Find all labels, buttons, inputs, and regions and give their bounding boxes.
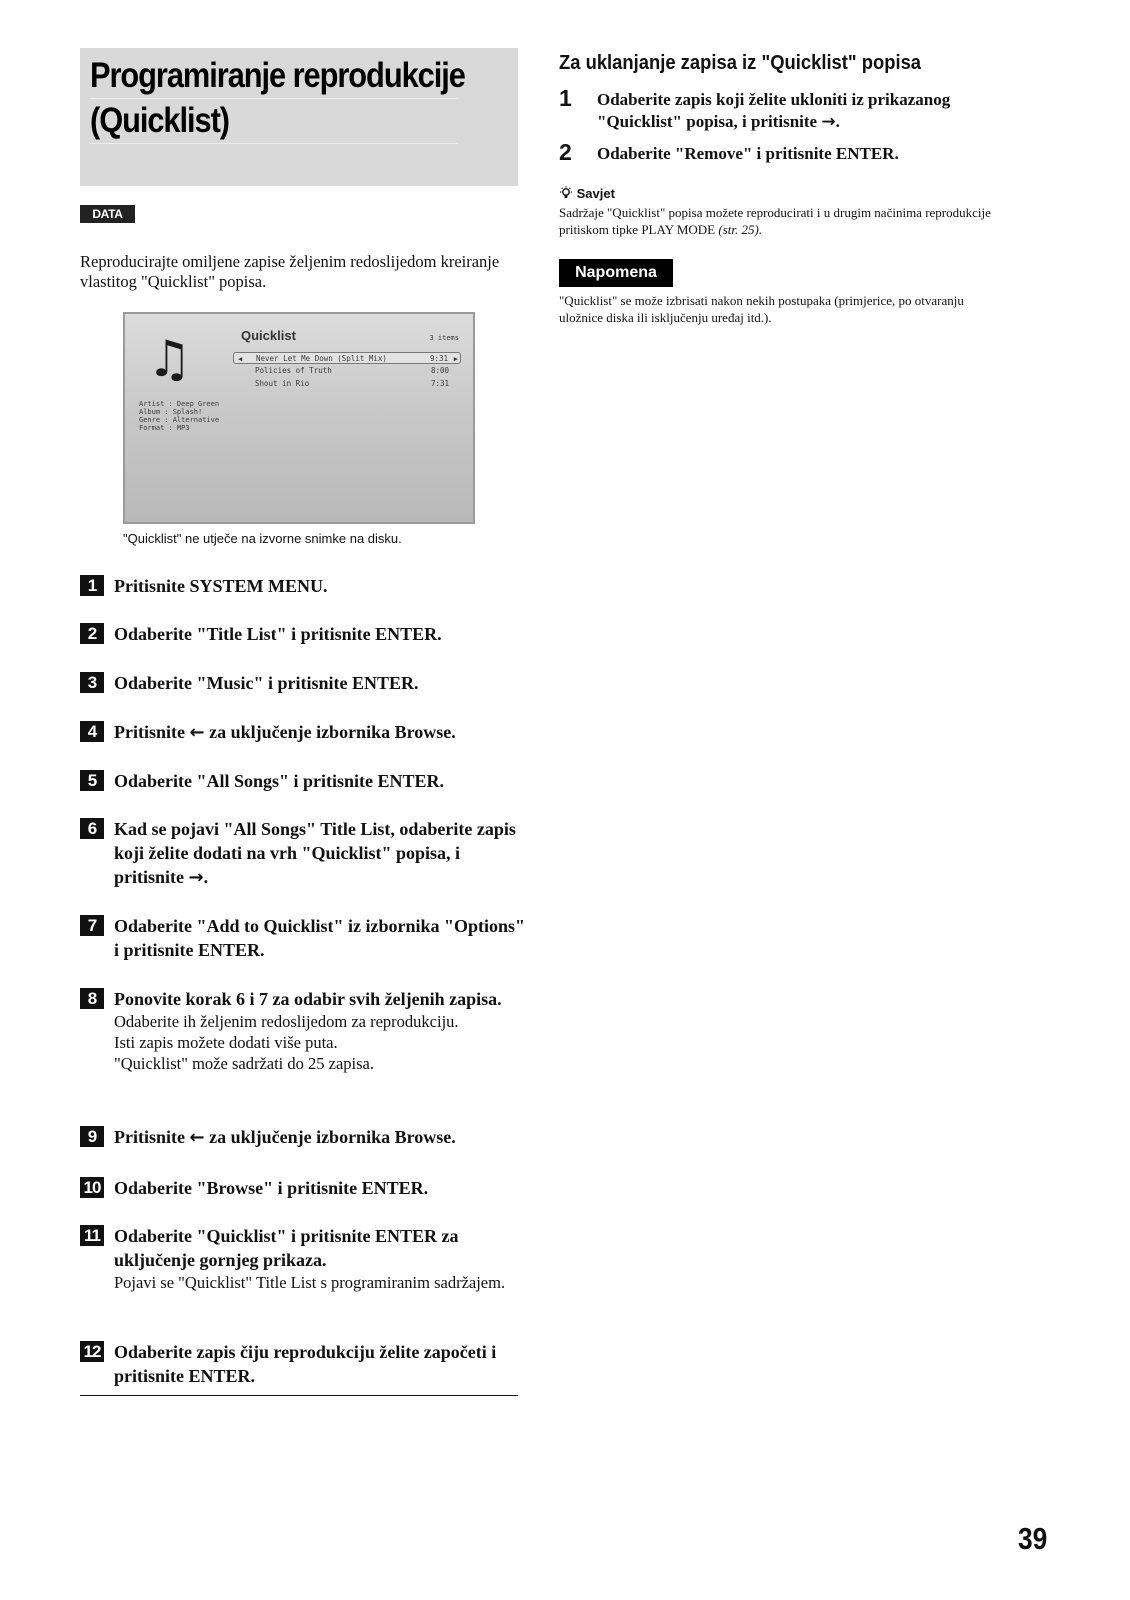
step-10 — [80, 1176, 525, 1200]
track-name: Never Let Me Down (Split Mix) — [256, 354, 387, 363]
step-text: Odaberite "Music" i pritisnite ENTER. — [114, 673, 419, 693]
image-caption: "Quicklist" ne utječe na izvorne snimke na disku. — [123, 531, 402, 546]
step-number: 9 — [80, 1126, 104, 1147]
step-text-main: Kad se pojavi "All Songs" Title List, odaberite zapis koji želite dodati na vrh "Quicklist" popisa, i pritisnite — [114, 819, 516, 887]
step-text: Ponovite korak 6 i 7 za odabir svih željenih zapisa. — [114, 989, 502, 1009]
step-12 — [80, 1340, 525, 1388]
step-text-main: Odaberite zapis koji želite ukloniti iz prikazanog "Quicklist" popisa, i pritisnite — [597, 90, 951, 131]
track-name: Policies of Truth — [255, 366, 332, 375]
step-subtext: Odaberite ih željenim redoslijedom za reprodukciju. — [114, 1012, 459, 1031]
tip-title: Savjet — [576, 186, 615, 201]
data-dvd-badge: DATA DVD — [80, 205, 135, 223]
step-text-post: za uključenje izbornika Browse. — [209, 722, 456, 742]
step-number: 3 — [80, 672, 104, 693]
arrow-left-icon: ◀ — [238, 355, 243, 363]
step-9 — [80, 1125, 525, 1150]
step-number: 8 — [80, 988, 104, 1009]
remove-section-heading: Za uklanjanje zapisa iz "Quicklist" popisa — [559, 52, 922, 74]
screen-item-count: 3 items — [429, 334, 459, 342]
arrow-right-icon: ▶ — [453, 355, 458, 363]
step-subtext: Pojavi se "Quicklist" Title List s programiranim sadržajem. — [114, 1273, 506, 1292]
step-text: Odaberite "All Songs" i pritisnite ENTER. — [114, 771, 445, 791]
step-number: 5 — [80, 770, 104, 791]
track-time: 8:00 — [430, 366, 449, 375]
step-subtext: "Quicklist" može sadržati do 25 zapisa. — [114, 1054, 374, 1073]
note-label: Napomena — [559, 259, 673, 287]
step-number: 11 — [80, 1225, 104, 1246]
step-3 — [80, 671, 525, 695]
arrow-left-icon: ← — [189, 722, 205, 743]
step-text: Odaberite "Browse" i pritisnite ENTER. — [114, 1178, 429, 1198]
arrow-right-icon: → — [821, 112, 836, 132]
step-8 — [80, 987, 525, 1074]
step-number: 2 — [559, 139, 572, 165]
step-text — [597, 89, 999, 133]
tip-page-ref: (str. 25). — [718, 222, 763, 237]
remove-step-2 — [559, 139, 999, 165]
step-number: 12 — [80, 1341, 104, 1362]
section-divider — [80, 1395, 518, 1396]
step-number: 1 — [80, 575, 104, 596]
note-text: "Quicklist" se može izbrisati nakon nekih postupaka (primjerice, po otvaranju uložnice diska ili isključenju uređaj itd.). — [559, 293, 964, 325]
track-meta: Genre : Alternative — [139, 416, 220, 424]
track-row — [233, 352, 461, 364]
step-text: Odaberite "Title List" i pritisnite ENTER. — [114, 624, 442, 644]
intro-text: Reproducirajte omiljene zapise željenim redoslijedom kreiranje vlastitog "Quicklist" popisa. — [80, 252, 500, 291]
arrow-left-icon: ← — [189, 1127, 205, 1148]
step-text: Pritisnite SYSTEM MENU. — [114, 576, 328, 596]
step-2 — [80, 622, 525, 646]
step-number: 2 — [80, 623, 104, 644]
step-number: 10 — [80, 1177, 104, 1198]
tip-body: Sadržaje "Quicklist" popisa možete reproducirati i u drugim načinima reprodukcije pritiskom tipke PLAY MODE — [559, 205, 991, 237]
title-block — [80, 48, 518, 186]
track-time: 7:31 — [430, 379, 449, 388]
step-text-post: za uključenje izbornika Browse. — [209, 1127, 456, 1147]
step-text — [114, 1125, 525, 1150]
step-text — [114, 817, 525, 890]
step-7 — [80, 914, 525, 962]
page-title-line-1: Programiranje reprodukcije — [90, 54, 458, 99]
step-text: Odaberite zapis čiju reprodukciju želite započeti i pritisnite ENTER. — [114, 1342, 497, 1386]
step-4 — [80, 720, 525, 745]
step-text-post: . — [835, 112, 840, 131]
screen-title: Quicklist — [241, 328, 296, 343]
step-text: Odaberite "Remove" i pritisnite ENTER. — [597, 144, 899, 163]
lightbulb-icon — [559, 186, 573, 200]
tip-text — [559, 204, 1004, 238]
track-row — [233, 365, 461, 377]
step-5 — [80, 769, 525, 793]
track-row — [233, 378, 461, 390]
page-title-line-2: (Quicklist) — [90, 99, 458, 144]
step-text: Odaberite "Quicklist" i pritisnite ENTER za uključenje gornjeg prikaza. — [114, 1226, 459, 1270]
step-text: Odaberite "Add to Quicklist" iz izbornika "Options" i pritisnite ENTER. — [114, 916, 526, 960]
step-number: 4 — [80, 721, 104, 742]
step-text-post: . — [203, 867, 209, 887]
step-1 — [80, 574, 525, 598]
tip-heading — [559, 186, 615, 201]
arrow-right-icon: → — [188, 867, 204, 888]
music-note-icon: ♫ — [147, 330, 192, 388]
step-number: 1 — [559, 85, 572, 111]
quicklist-screen-image — [123, 312, 475, 524]
step-number: 6 — [80, 818, 104, 839]
step-6 — [80, 817, 525, 890]
step-subtext: Isti zapis možete dodati više puta. — [114, 1033, 338, 1052]
track-meta: Artist : Deep Green — [139, 400, 220, 408]
track-name: Shout in Rio — [255, 379, 310, 388]
track-meta: Album : Splash! — [139, 408, 203, 416]
step-text-pre: Pritisnite — [114, 1127, 185, 1147]
step-11 — [80, 1224, 525, 1293]
step-text-pre: Pritisnite — [114, 722, 185, 742]
track-time: 9:31 — [429, 354, 448, 363]
remove-step-1 — [559, 85, 999, 133]
track-meta: Format : MP3 — [139, 424, 190, 432]
step-text — [114, 720, 525, 745]
step-number: 7 — [80, 915, 104, 936]
page-number: 39 — [1018, 1521, 1048, 1556]
